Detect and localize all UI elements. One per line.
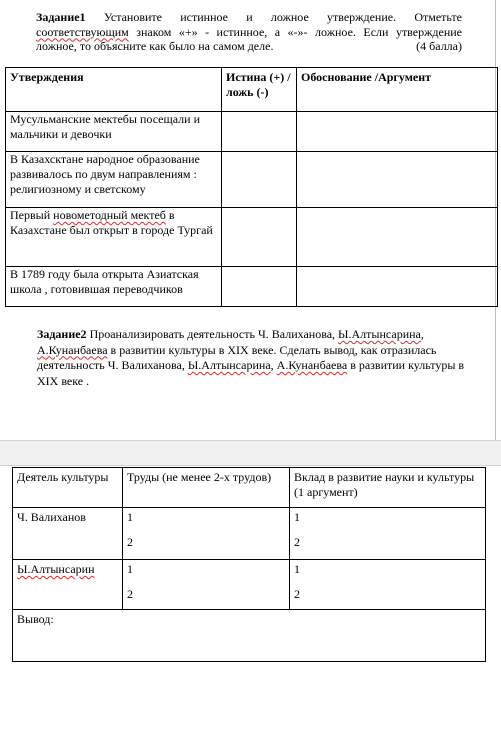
statement-text: Первый — [10, 208, 54, 222]
task2-text: в развитии культуры в XIX веке. Сделать вывод, как отразилась деятельность Ч. Валиханова, — [37, 342, 437, 372]
contribution-number: 1 — [294, 510, 300, 524]
contribution-cell[interactable] — [290, 560, 486, 610]
statement-row — [6, 112, 498, 152]
task1-paragraph — [36, 10, 462, 54]
header-argument: Обоснование /Аргумент — [297, 68, 498, 112]
statement-row — [6, 208, 498, 267]
header-works: Труды (не менее 2-х трудов) — [123, 468, 290, 508]
statement-text-rest: в Казахстане был открыт в городе Тургай — [10, 208, 213, 237]
task2-text: , — [420, 327, 424, 341]
true-false-cell[interactable] — [222, 208, 297, 267]
true-false-cell[interactable] — [222, 152, 297, 208]
task2-text: Проанализировать деятельность Ч. Валиханова, — [86, 327, 339, 341]
contribution-number: 2 — [294, 587, 300, 601]
statements-header-row — [6, 68, 498, 112]
conclusion-label: Вывод: — [17, 612, 54, 626]
figure-name: Ч. Валиханов — [13, 508, 123, 560]
header-statements: Утверждения — [6, 68, 222, 112]
statement-text: Мусульманские мектебы посещали и мальчики и девочки — [10, 112, 200, 141]
task2-name-altynsarin: Ы.Алтынсарина — [187, 358, 271, 372]
statement-text: В Казахсктане народное образование развивалось по двум направлениям : религиозному и светскому — [10, 152, 200, 196]
true-false-cell[interactable] — [222, 267, 297, 307]
task2-name-kunanbaev: А.Кунанбаева — [276, 358, 348, 372]
work-number: 1 — [127, 562, 133, 576]
task1-text-squiggly: соответствующим — [36, 24, 129, 39]
contribution-number: 2 — [294, 535, 300, 549]
culture-figures-table — [12, 467, 486, 662]
header-contribution: Вклад в развитие науки и культуры (1 аргумент) — [290, 468, 486, 508]
page-break — [0, 440, 501, 466]
task2-text: в развитии культуры в XIX веке . — [37, 358, 465, 388]
figure-row — [13, 560, 486, 610]
figure-name — [13, 560, 123, 610]
task2-name-kunanbaev: А.Кунанбаева — [37, 342, 108, 357]
task2-paragraph — [37, 327, 477, 389]
task2-title: Задание2 — [37, 327, 87, 341]
statements-table — [5, 67, 498, 307]
task2-name-altynsarin: Ы.Алтынсарина — [338, 327, 421, 341]
task1-text-a: Установите истинное и ложное утверждение. Отметьте — [85, 10, 462, 24]
header-figure: Деятель культуры — [13, 468, 123, 508]
work-number: 1 — [127, 510, 133, 524]
figure-row — [13, 508, 486, 560]
conclusion-cell[interactable] — [13, 610, 486, 662]
header-true-false: Истина (+) / ложь (-) — [222, 68, 297, 112]
statement-text: В 1789 году была открыта Азиатская школа , готовившая переводчиков — [10, 267, 199, 296]
task1-points: (4 балла) — [416, 39, 462, 53]
figure-name-text: Ы.Алтынсарин — [17, 562, 95, 576]
task1-title: Задание1 — [36, 10, 86, 24]
statement-text-squiggly: новометодный мектеб — [53, 208, 166, 222]
true-false-cell[interactable] — [222, 112, 297, 152]
conclusion-row — [13, 610, 486, 662]
argument-cell[interactable] — [297, 112, 498, 152]
task1-text-b: знаком «+» - истинное, а «-»- ложное. Если утверждение ложное, то объясните как было на самом деле. — [36, 24, 462, 53]
statement-row — [6, 152, 498, 208]
works-cell[interactable] — [123, 560, 290, 610]
works-cell[interactable] — [123, 508, 290, 560]
statement-cell — [6, 112, 222, 152]
task2-text: , — [270, 358, 277, 372]
argument-cell[interactable] — [297, 208, 498, 267]
statement-cell — [6, 152, 222, 208]
contribution-cell[interactable] — [290, 508, 486, 560]
work-number: 2 — [127, 535, 133, 549]
argument-cell[interactable] — [297, 267, 498, 307]
work-number: 2 — [127, 587, 133, 601]
contribution-number: 1 — [294, 562, 300, 576]
statement-row — [6, 267, 498, 307]
statement-cell — [6, 267, 222, 307]
figures-header-row — [13, 468, 486, 508]
argument-cell[interactable] — [297, 152, 498, 208]
statement-cell — [6, 208, 222, 267]
